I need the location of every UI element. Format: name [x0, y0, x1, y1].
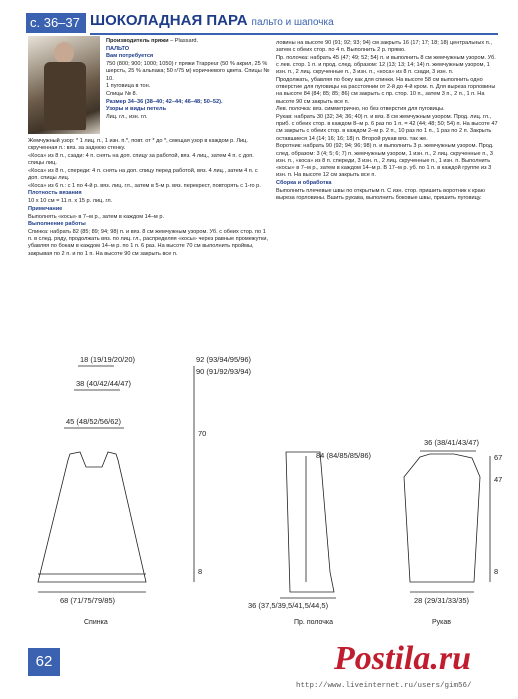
back-text: Спинка: набрать 82 (85; 89; 94; 98) п. и вяз. 8 см жемчужным узором. Уб. с обеих стор. по 1 п. в след. ряду, продолжать вяз. по лиц. гл., распределяя «косы» через равные промежутки, убавляя по бокам в каждом 14–м р. по 1 п. 6 раз. На высоте 70 см выполнить проймы, закрывая по 2 п. и по 1 п. На высоте 90 см закрыть все п. — [28, 228, 269, 257]
item-name: ПАЛЬТО — [106, 45, 130, 52]
front-outline — [286, 452, 334, 592]
left-para: «Коса» из 8 п., спереди: 4 п. снять на доп. спицу перед работой, вяз. 4 лиц., затем 4 п. с доп. спицы лиц. — [28, 167, 258, 182]
manufacturer-value: – Plassard. — [168, 38, 199, 44]
back-outline — [38, 452, 146, 582]
work-heading: Выполнение работы — [28, 221, 86, 228]
label-front-bottom: 36 (37,5/39,5/41,5/44,5) — [248, 601, 329, 610]
right-para: Продолжать, убавляя по боку как для спинки. На высоте 58 см выполнить одно отверстие для пуговицы на расстоянии от 2-й до 4-й кром. п. Для выреза горловины на высоте 84 (84; 85; 85; 86) см закрыть с пр. стор. 10 п., затем 3 п., 2 п., 1 п. На высоте 90 см закрыть все п. — [276, 77, 496, 105]
left-para: «Коса» из 6 п.: с 1 по 4-й р. вяз. лиц. гл., затем в 5-м р. вяз. перекрест, повторять с 1-го р. — [28, 182, 261, 189]
size-text: Размер 34–36 (38–40; 42–44; 46–48; 50–52). — [106, 98, 223, 105]
pattern-1: Лиц. гл., изн. гл. — [106, 114, 148, 121]
right-para: Воротник: набрать 90 (92; 94; 96; 98) п. и выполнить 3 р. жемчужным узором. Прод. след. образом: 3 (4; 5; 6; 7) п. жемчужным узором, 1 изн. п., 2 лиц. скрученные п., 3 изн. п., «коса» из 8 п. спереди, 3 изн. п., 2 лиц. скрученные п., 1 изн. п. Выполнить «косы» в 7–м р., затем в каждом 14–м р. В 17–м р. уб. по 1 п. в каждой группе из 3 изн. п. На высоте 12 см закрыть все п. — [276, 143, 494, 179]
label-back-bottom: 68 (71/75/79/85) — [60, 596, 116, 605]
yarn-text: 750 (800; 900; 1000; 1050) г пряжи Trappeur (50 % акрил, 25 % шерсть, 25 % альпака; 50 г/75 м) коричневого цвета. Спицы № 10. — [106, 61, 270, 82]
button-text: 1 пуговица в тон. — [106, 83, 151, 90]
title-text: ШОКОЛАДНАЯ ПАРА — [90, 12, 248, 29]
sleeve-outline — [404, 454, 480, 582]
assembly-text: Выполнить плечевые швы по открытым п. С изн. стор. пришить воротник к краю выреза горловины. Вшить рукава, выполнить боковые швы, пришить пуговицу. — [276, 187, 485, 201]
right-para: Лев. полочка: вяз. симметрично, но без отверстия для пуговицы. — [276, 106, 445, 113]
watermark — [296, 640, 506, 692]
note-heading: Примечание — [28, 205, 63, 212]
label-back-name: Спинка — [84, 619, 108, 626]
density-heading: Плотность вязания — [28, 190, 82, 197]
patterns-heading: Узоры и виды петель — [106, 106, 167, 113]
left-para: Жемчужный узор: * 1 лиц. п., 1 изн. п.*, повт. от * до *, смещая узор в каждом р. Лиц. скрученная п.: вяз. за заднюю стенку. — [28, 138, 248, 152]
left-column — [28, 138, 270, 258]
page-title — [90, 12, 334, 29]
right-column — [276, 40, 498, 202]
needles-text: Спицы № 8. — [106, 90, 138, 97]
label-84: 84 (84/85/85/86) — [316, 451, 372, 460]
model-photo — [28, 36, 100, 134]
pattern-diagram — [0, 352, 518, 640]
label-92: 92 (93/94/95/96) — [196, 355, 252, 364]
label-front-name: Пр. полочка — [294, 619, 334, 626]
label-sleeve-name: Рукав — [432, 619, 451, 626]
intro-block — [106, 38, 270, 122]
label-8-back: 8 — [198, 567, 203, 576]
label-sleeve-top: 36 (38/41/43/47) — [424, 438, 480, 447]
label-90: 90 (91/92/93/94) — [196, 367, 252, 376]
density-text: 10 х 10 см = 11 п. х 15 р. лиц. гл. — [28, 198, 113, 205]
header-divider — [90, 33, 498, 35]
photo-coat — [44, 62, 86, 130]
right-para: Пр. полочка: набрать 45 (47; 49; 52; 54) п. и выполнить 8 см жемчужным узором. Уб. с лев. стор. 1 п. и прод. след. образом: 12 (13; 13; 14; 14) п. жемчужным узором, 1 изн. п., 2 лиц. скрученные п., 3 изн. п., «коса» из 8 п. сзади, 3 изн. п. — [276, 54, 496, 76]
manufacturer-label: Производитель пряжи — [106, 38, 169, 44]
watermark-url: http://www.liveinternet.ru/users/gim56/ — [296, 682, 472, 690]
watermark-logo: Postila.ru — [334, 640, 471, 677]
label-8-sleeve: 8 — [494, 567, 499, 576]
label-sleeve-bottom: 28 (29/31/33/35) — [414, 596, 470, 605]
right-para: ловины на высоте 90 (91; 92; 93; 94) см закрыть 16 (17; 17; 18; 18) центральных п., затем с обеих стор. по 4 п. Выполнить 2 р. прямо. — [276, 40, 492, 54]
note-text: Выполнять «косы» в 7–м р., затем в каждом 14–м р. — [28, 213, 165, 220]
section-tag: с. 36–37 — [26, 13, 86, 33]
label-back-top: 18 (19/19/20/20) — [80, 355, 136, 364]
label-47: 47 — [494, 475, 503, 484]
label-back-yoke: 38 (40/42/44/47) — [76, 379, 132, 388]
subtitle: пальто и шапочка — [251, 17, 334, 28]
label-back-mid: 45 (48/52/56/62) — [66, 417, 122, 426]
label-70: 70 — [198, 429, 207, 438]
assembly-heading: Сборка и обработка — [276, 179, 332, 186]
page-number: 62 — [28, 648, 60, 676]
needs-heading: Вам потребуется — [106, 53, 154, 60]
label-67: 67 — [494, 453, 503, 462]
left-para: «Коса» из 8 п., сзади: 4 п. снять на доп. спицу за работой, вяз. 4 лиц., затем 4 п. с доп. спицы лиц. — [28, 152, 254, 167]
photo-head — [54, 42, 74, 64]
right-para: Рукав: набрать 30 (32; 34; 36; 40) п. и вяз. 8 см жемчужным узором. Прод. лиц. гл., приб. с обеих стор. в каждом 8–м р. 6 раз по 1 п. = 42 (44; 48; 50; 54) п. На высоте 47 см закрыть с обеих стор. в каждом 2–м р. 2 п., 10 раз по 1 п., 1 раз по 2 п. Закрыть оставшиеся 14 (14; 16; 16; 18) п. Второй рукав вяз. так же. — [276, 114, 498, 142]
